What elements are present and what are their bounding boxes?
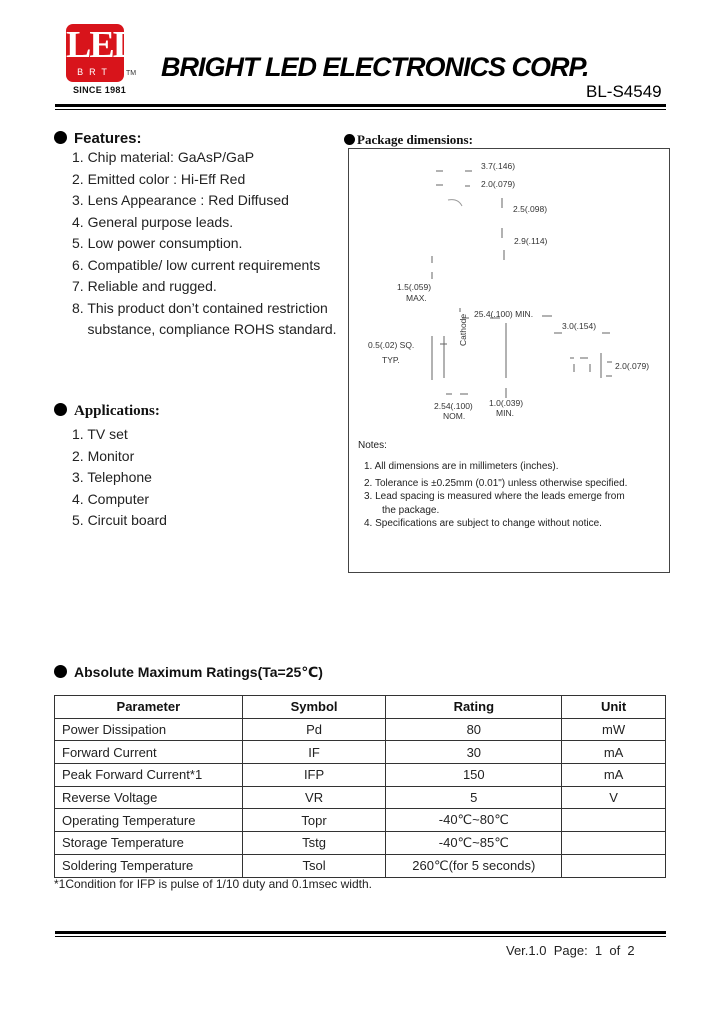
bullet-icon — [54, 665, 67, 678]
parameter-cell: Forward Current — [55, 741, 243, 764]
list-item: 2. Emitted color : Hi-Eff Red — [72, 170, 246, 187]
symbol-cell: IFP — [242, 764, 386, 787]
table-row — [55, 809, 666, 832]
unit-cell — [562, 854, 666, 877]
footer-rule-thin — [55, 936, 666, 937]
unit-cell — [562, 809, 666, 832]
unit-cell: mA — [562, 741, 666, 764]
dim-label: 2.9(.114) — [514, 236, 548, 246]
header-rule-thick — [55, 104, 666, 107]
table-row — [55, 832, 666, 855]
symbol-cell: Topr — [242, 809, 386, 832]
dim-label: MIN. — [496, 408, 514, 418]
dim-label: 1.0(.039) — [489, 398, 524, 408]
company-name: BRIGHT LED ELECTRONICS CORP. — [161, 52, 589, 82]
dim-label: 2.0(.079) — [481, 179, 516, 189]
dim-label: 3.0(.154) — [562, 321, 597, 331]
symbol-cell: IF — [242, 741, 386, 764]
applications-title: Applications: — [74, 403, 160, 419]
page-info: Ver.1.0 Page: 1 of 2 — [506, 943, 635, 958]
table-footnote: *1Condition for IFP is pulse of 1/10 duty and 0.1msec width. — [54, 877, 372, 891]
header-cell: Rating — [386, 696, 562, 719]
table-row — [55, 718, 666, 741]
logo-letters: LED — [66, 24, 139, 66]
symbol-cell: Pd — [242, 718, 386, 741]
rating-cell: 5 — [386, 786, 562, 809]
header-cell: Parameter — [55, 696, 243, 719]
rating-cell: 260℃(for 5 seconds) — [386, 854, 562, 877]
unit-cell: mA — [562, 764, 666, 787]
dim-label: 3.7(.146) — [481, 161, 516, 171]
ratings-heading — [54, 664, 323, 681]
rating-cell: 80 — [386, 718, 562, 741]
unit-cell: V — [562, 786, 666, 809]
list-item: 7. Reliable and rugged. — [72, 278, 217, 294]
table-header-row — [55, 696, 666, 719]
header-cell: Symbol — [242, 696, 386, 719]
header-rule-thin — [55, 109, 666, 110]
dim-label: 2.54(.100) — [434, 401, 473, 411]
note-item: the package. — [382, 504, 440, 516]
dim-label: 1.5(.059) — [397, 282, 432, 292]
list-item: substance, compliance ROHS standard. — [72, 321, 337, 337]
bullet-icon — [54, 403, 67, 416]
features-list — [72, 147, 337, 341]
note-item: 4. Specifications are subject to change without notice. — [364, 518, 602, 529]
dim-label: MAX. — [406, 293, 427, 303]
parameter-cell: Operating Temperature — [55, 809, 243, 832]
ratings-title: Absolute Maximum Ratings(Ta=25℃) — [74, 664, 323, 680]
features-heading — [54, 130, 142, 147]
package-title: Package dimensions: — [357, 132, 473, 147]
dim-label: NOM. — [443, 411, 466, 421]
company-logo — [66, 24, 139, 86]
notes-title: Notes: — [358, 440, 387, 451]
parameter-cell: Soldering Temperature — [55, 854, 243, 877]
rating-cell: -40℃~85℃ — [386, 832, 562, 855]
list-item: 5. Circuit board — [72, 512, 167, 528]
list-item: 4. General purpose leads. — [72, 213, 234, 230]
applications-list — [72, 424, 167, 532]
model-number: BL-S4549 — [586, 82, 662, 101]
list-item: 5. Low power consumption. — [72, 235, 243, 251]
table-row — [55, 741, 666, 764]
dim-label: 0.5(.02) SQ. — [368, 340, 415, 350]
parameter-cell: Power Dissipation — [55, 718, 243, 741]
header-cell: Unit — [562, 696, 666, 719]
table-row — [55, 786, 666, 809]
rating-cell: 30 — [386, 741, 562, 764]
bullet-icon — [54, 131, 67, 144]
unit-cell — [562, 832, 666, 855]
list-item: 4. Computer — [72, 490, 150, 507]
symbol-cell: Tsol — [242, 854, 386, 877]
ratings-table — [54, 695, 666, 878]
list-item: 6. Compatible/ low current requirements — [72, 256, 321, 273]
list-item: 1. TV set — [72, 426, 128, 442]
cathode-label: Cathode — [458, 313, 468, 346]
unit-cell: mW — [562, 718, 666, 741]
note-item: 3. Lead spacing is measured where the leads emerge from — [364, 491, 625, 502]
notes-list — [364, 460, 664, 531]
symbol-cell: Tstg — [242, 832, 386, 855]
parameter-cell: Peak Forward Current*1 — [55, 764, 243, 787]
list-item: 3. Telephone — [72, 469, 152, 485]
dim-label: TYP. — [382, 355, 400, 365]
footer-rule-thick — [55, 931, 666, 934]
rating-cell: -40℃~80℃ — [386, 809, 562, 832]
note-item: 2. Tolerance is ±0.25mm (0.01") unless otherwise specified. — [364, 477, 628, 489]
parameter-cell: Storage Temperature — [55, 832, 243, 855]
dim-label: 2.0(.079) — [615, 361, 650, 371]
list-item: 1. Chip material: GaAsP/GaP — [72, 149, 255, 165]
logo-sub: BRT — [77, 67, 113, 77]
applications-heading — [54, 403, 160, 420]
list-item: 8. This product don’t contained restriction — [72, 299, 328, 316]
parameter-cell: Reverse Voltage — [55, 786, 243, 809]
package-heading — [344, 132, 473, 148]
table-row — [55, 764, 666, 787]
logo-trademark: TM — [126, 70, 137, 77]
dim-label: 25.4(.100) MIN. — [474, 309, 534, 319]
list-item: 2. Monitor — [72, 447, 135, 464]
dim-label: 2.5(.098) — [513, 204, 548, 214]
table-row — [55, 854, 666, 877]
rating-cell: 150 — [386, 764, 562, 787]
features-title: Features: — [74, 130, 142, 147]
list-item: 3. Lens Appearance : Red Diffused — [72, 192, 289, 208]
symbol-cell: VR — [242, 786, 386, 809]
bullet-icon — [344, 134, 355, 145]
package-drawing-icon — [348, 148, 670, 438]
since-label: SINCE 1981 — [73, 85, 127, 95]
note-item: 1. All dimensions are in millimeters (inches). — [364, 461, 559, 472]
